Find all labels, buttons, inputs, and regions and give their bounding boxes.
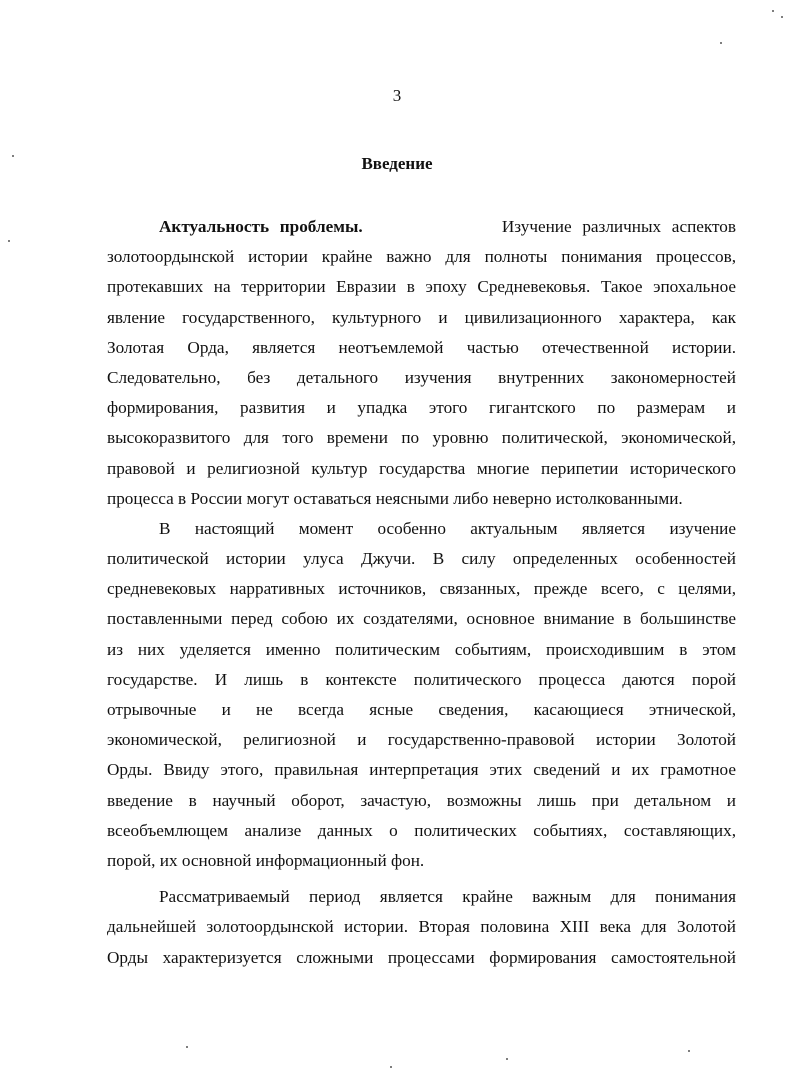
scan-speck <box>186 1046 188 1048</box>
text-line: отрывочные и не всегда ясные сведения, касающиеся этнической, <box>107 700 736 719</box>
scan-speck <box>781 16 783 18</box>
text-line: В настоящий момент особенно актуальным является изучение <box>159 518 736 538</box>
text-line: правовой и религиозной культур государства многие перипетии исторического <box>107 458 736 478</box>
text-line: Орды. Ввиду этого, правильная интерпретация этих сведений и их грамотное <box>107 760 736 780</box>
text-line: Орды характеризуется сложными процессами формирования самостоятельной <box>107 947 736 967</box>
scan-speck <box>688 1050 690 1052</box>
scan-speck <box>8 240 10 242</box>
lead-phrase: Актуальность проблемы. <box>159 217 363 236</box>
text-line: Рассматриваемый период является крайне важным для понимания <box>159 887 736 907</box>
paragraph <box>107 882 736 973</box>
text-line: из них уделяется именно политическим событиям, происходившим в этом <box>107 639 736 659</box>
paragraph <box>107 514 736 876</box>
text-line: явление государственного, культурного и цивилизационного характера, как <box>107 307 736 327</box>
text-line: процесса в России могут оставаться неясными либо неверно истолкованными. <box>107 488 683 508</box>
text-line: дальнейшей золотоордынской истории. Вторая половина XIII века для Золотой <box>107 917 736 937</box>
scan-speck <box>720 42 722 44</box>
body-text <box>107 212 736 973</box>
text-line: порой, их основной информационный фон. <box>107 850 425 870</box>
text-line: Золотая Орда, является неотъемлемой частью отечественной истории. <box>107 337 736 357</box>
text-line: золотоордынской истории крайне важно для полноты понимания процессов, <box>107 247 736 267</box>
text-line: введение в научный оборот, зачастую, возможны лишь при детальном и <box>107 790 736 810</box>
text-line: Актуальность проблемы. Изучение различных аспектов <box>159 217 736 236</box>
page-number: 3 <box>392 86 402 105</box>
text-line: государстве. И лишь в контексте политического процесса даются порой <box>107 669 736 689</box>
text-line: формирования, развития и упадка этого гигантского по размерам и <box>107 398 736 418</box>
text-line: протекавших на территории Евразии в эпоху Средневековья. Такое эпохальное <box>107 277 736 297</box>
text-line: средневековых нарративных источников, связанных, прежде всего, с целями, <box>107 579 736 599</box>
scan-speck <box>12 155 14 157</box>
text-line: Следовательно, без детального изучения внутренних закономерностей <box>107 367 736 387</box>
scan-speck <box>772 10 774 12</box>
paragraph <box>107 212 736 514</box>
text-line: высокоразвитого для того времени по уровню политической, экономической, <box>107 428 736 448</box>
scan-speck <box>390 1066 392 1068</box>
text-line: всеобъемлющем анализе данных о политических событиях, составляющих, <box>107 820 736 840</box>
section-heading: Введение <box>361 154 433 173</box>
scan-speck <box>506 1058 508 1060</box>
text-line: поставленными перед собою их создателями, основное внимание в большинстве <box>107 609 736 629</box>
text-line: экономической, религиозной и государственно-правовой истории Золотой <box>107 730 736 750</box>
text-line: политической истории улуса Джучи. В силу определенных особенностей <box>107 549 736 569</box>
